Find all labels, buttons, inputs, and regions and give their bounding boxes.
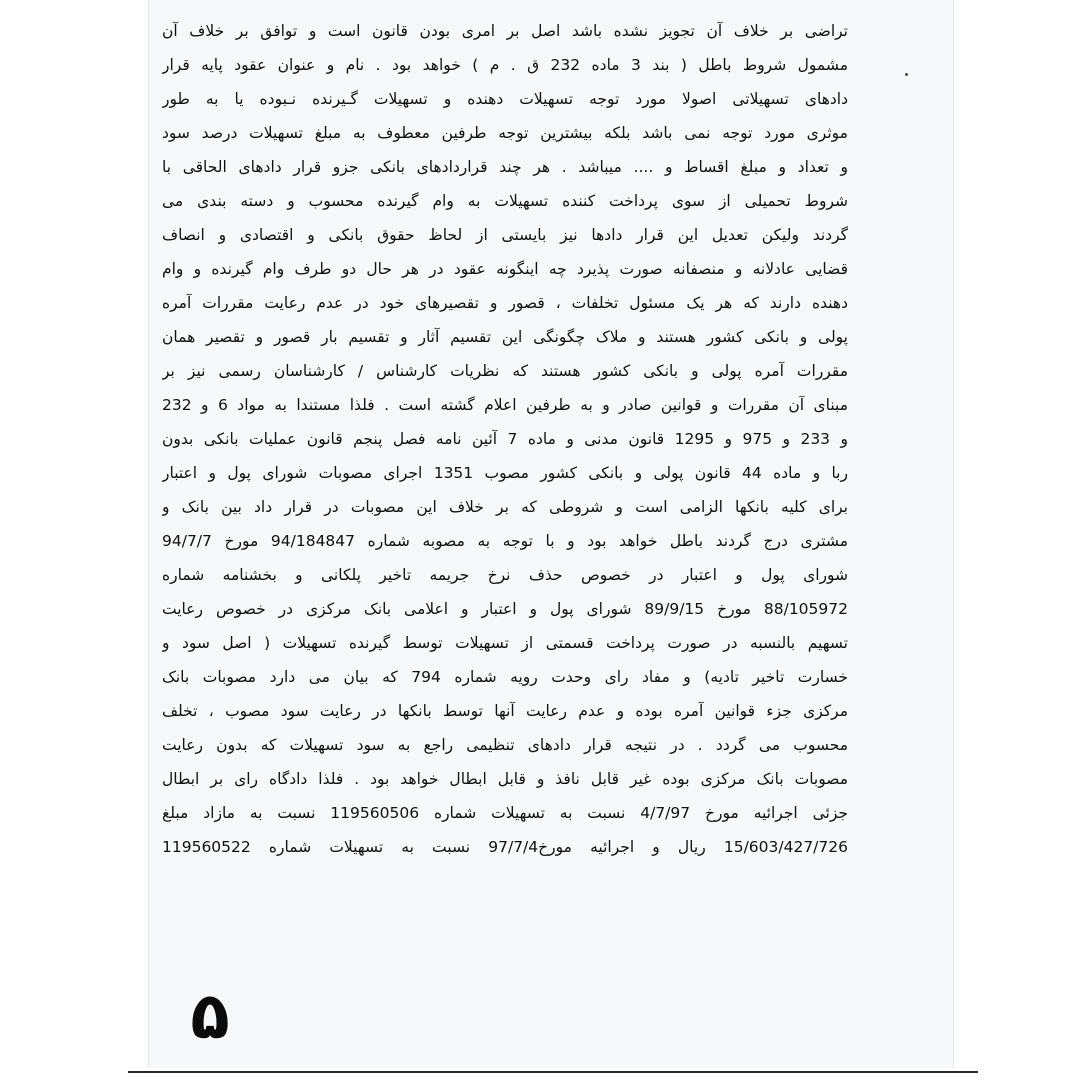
text-line: مشتری درج گردند باطل خواهد بود و با توجه به مصوبه شماره 94/184847 مورخ 94/7/7 (162, 532, 848, 550)
text-line: شورای پول و اعتبار در خصوص حذف نرخ جریمه تاخیر پلکانی و بخشنامه شماره (162, 566, 848, 584)
text-line: 88/105972 مورخ 89/9/15 شورای پول و اعتبار و اعلامی بانک مرکزی در خصوص رعایت (162, 600, 848, 618)
text-line: جزئی اجرائیه مورخ 4/7/97 نسبت به تسهیلات شماره 119560506 نسبت به مازاد مبلغ (162, 804, 848, 822)
text-line: تسهیم بالنسبه در صورت پرداخت قسمتی از تسهیلات توسط گیرنده تسهیلات ( اصل سود و (162, 634, 848, 652)
text-line: پولی و بانکی کشور هستند و ملاک چگونگی این تقسیم آثار و تقسیم بار قصور و تقصیر همان (162, 328, 848, 346)
text-line: محسوب می گردد . در نتیجه قرار دادهای تنظیمی راجع به سود تسهیلات که بدون رعایت (162, 736, 848, 754)
text-line: برای کلیه بانکها الزامی است و شروطی که بر خلاف این مصوبات در قرار داد بین بانک و (162, 498, 848, 516)
text-line: دهنده دارند که هر یک مسئول تخلفات ، قصور و تقصیرهای خود در عدم رعایت مقررات آمره (162, 294, 848, 312)
text-line: 15/603/427/726 ریال و اجرائیه مورخ97/7/4 نسبت به تسهیلات شماره 119560522 (162, 838, 848, 856)
text-line: گردند ولیکن تعدیل این قرار دادها نیز بایستی از لحاظ حقوق بانکی و اقتصادی و انصاف (162, 226, 848, 244)
text-line: مشمول شروط باطل ( بند 3 ماده 232 ق . م ) خواهد بود . نام و عنوان عقود پایه قرار (162, 56, 848, 74)
text-line: مبنای آن مقررات و قوانین صادر و به طرفین اعلام گشته است . فلذا مستندا به مواد 6 و 232 (162, 396, 848, 414)
text-line: مقررات آمره پولی و بانکی کشور هستند که نظریات کارشناس / کارشناسان رسمی نیز بر (162, 362, 848, 380)
text-line: مصوبات بانک مرکزی بوده غیر قابل نافذ و قابل ابطال خواهد بود . فلذا دادگاه رای بر ابطال (162, 770, 848, 788)
body-text (162, 14, 848, 864)
text-line: قضایی عادلانه و منصفانه صورت پذیرد چه اینگونه عقود در هر حال دو طرف وام گیرنده و وام (162, 260, 848, 278)
text-line: تراضی بر خلاف آن تجویز نشده باشد اصل بر امری بودن قانون است و توافق بر خلاف آن (162, 22, 848, 40)
text-line: موثری مورد توجه نمی باشد بلکه بیشترین توجه طرفین معطوف به مبلغ تسهیلات درصد سود (162, 124, 848, 142)
text-line: مرکزی جزء قوانین آمره بوده و عدم رعایت آنها توسط بانکها در رعایت سود مصوب ، تخلف (162, 702, 848, 720)
text-line: خسارت تاخیر تادیه) و مفاد رای وحدت رویه شماره 794 که بیان می دارد مصوبات بانک (162, 668, 848, 686)
text-line: ربا و ماده 44 قانون پولی و بانکی کشور مصوب 1351 اجرای مصوبات شورای پول و اعتبار (162, 464, 848, 482)
text-line: و تعداد و مبلغ اقساط و .... میباشد . هر چند قراردادهای بانکی جزو قرار دادهای الحاقی با (162, 158, 848, 176)
text-line: و 233 و 975 و 1295 قانون مدنی و ماده 7 آئین نامه فصل پنجم قانون عملیات بانکی بدون (162, 430, 848, 448)
page-number: ۵ (190, 980, 230, 1054)
text-line: دادهای تسهیلاتی اصولا مورد توجه تسهیلات دهنده و تسهیلات گـیرنده نـبوده یا به طور (162, 90, 848, 108)
scan-speck (905, 73, 908, 76)
text-line: شروط تحمیلی از سوی پرداخت کننده تسهیلات به وام گیرنده محسوب و دسته بندی می (162, 192, 848, 210)
page-bottom-edge (128, 1071, 978, 1073)
